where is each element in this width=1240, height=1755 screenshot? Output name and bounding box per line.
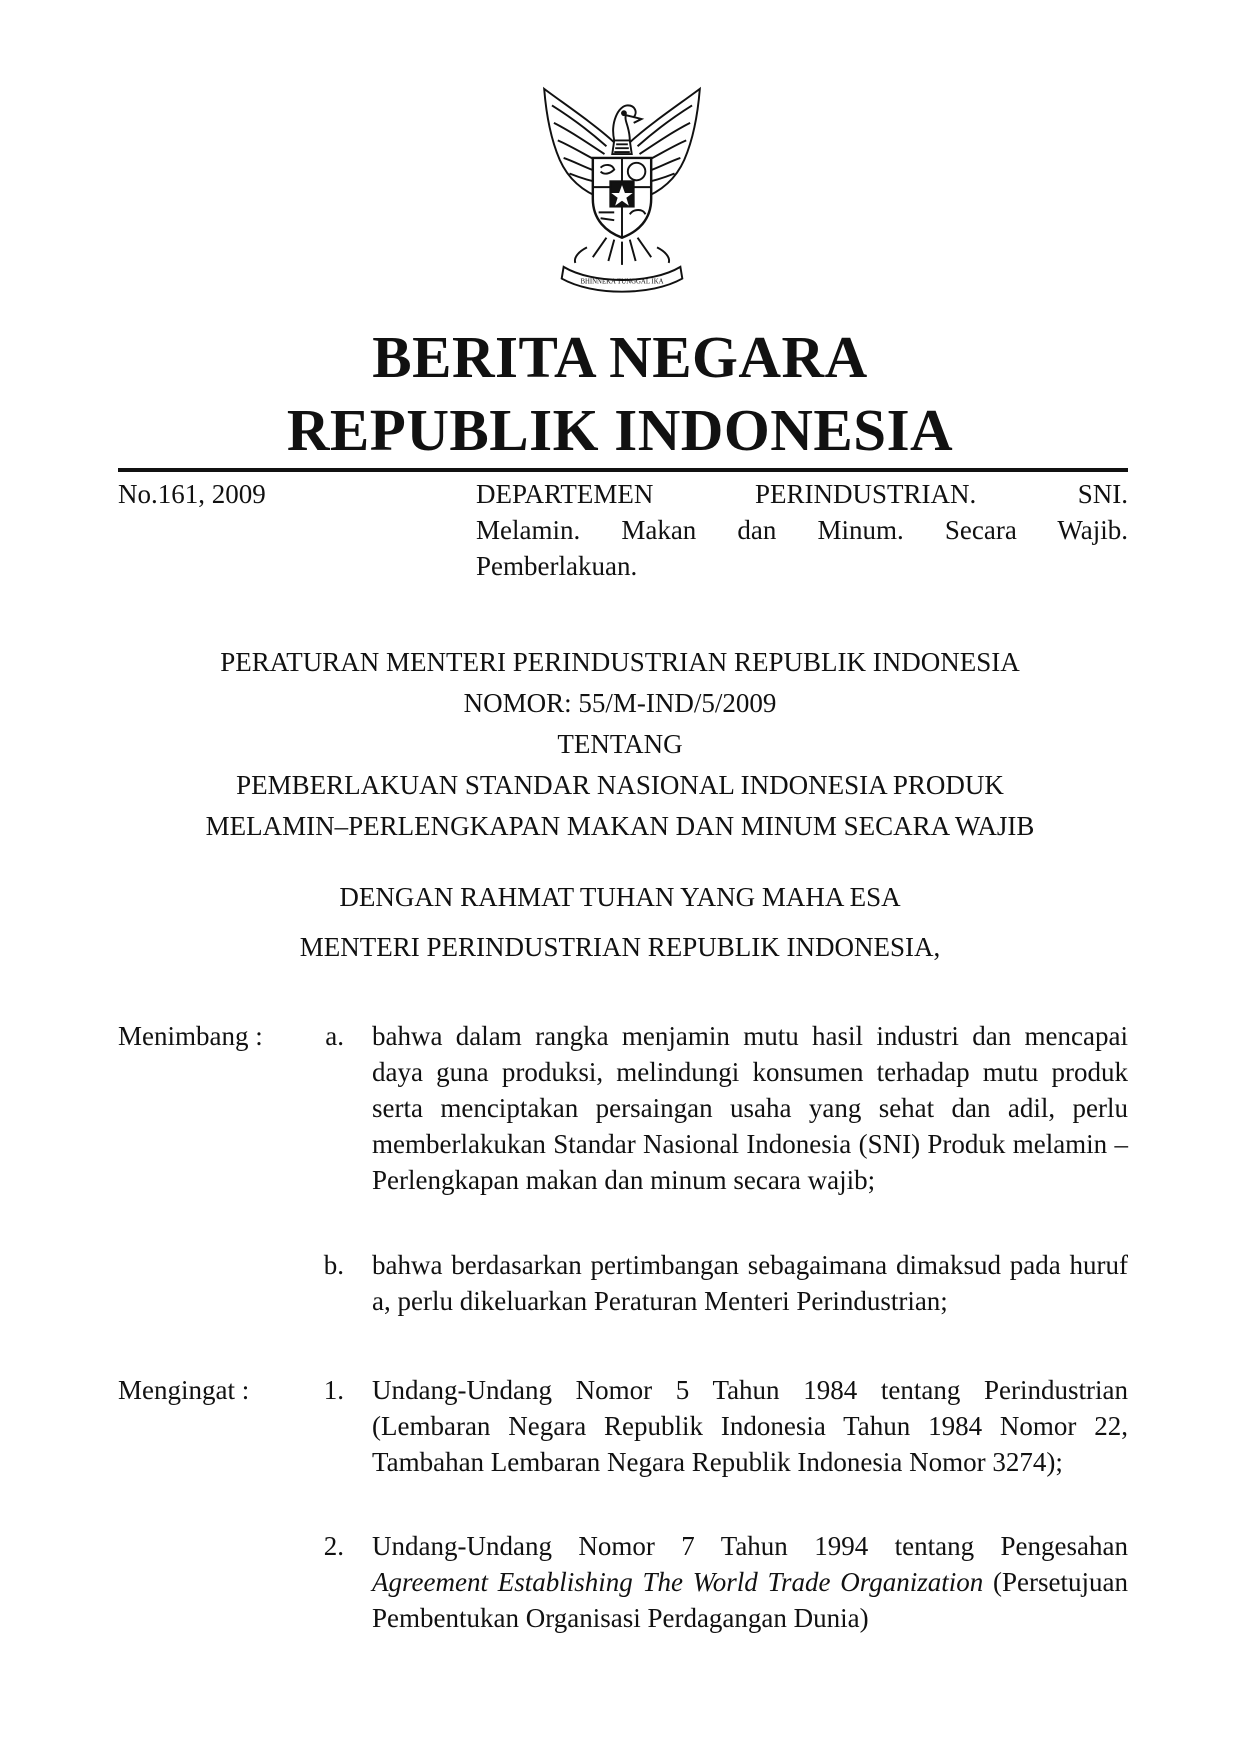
mengingat-item-text: Undang-Undang Nomor 5 Tahun 1984 tentang Perindustrian (Lembaran Negara Republik Indonesia Tahun 1984 Nomor 22, Tambahan Lembaran Negara Republik Indonesia Nomor 3274); <box>372 1375 1128 1477</box>
regulation-number: NOMOR: 55/M-IND/5/2009 <box>463 688 777 718</box>
svg-text:BHINNEKA TUNGGAL IKA: BHINNEKA TUNGGAL IKA <box>580 278 664 286</box>
mengingat-item-text <box>372 1528 1128 1636</box>
regulation-line1: PERATURAN MENTERI PERINDUSTRIAN REPUBLIK INDONESIA <box>220 647 1020 677</box>
garuda-emblem-logo <box>524 84 720 298</box>
issue-number: No.161, 2009 <box>118 479 266 509</box>
mengingat-label: Mengingat : <box>118 1375 250 1405</box>
page-title-line1: BERITA NEGARA <box>372 324 868 390</box>
mengingat-item-text-part: (Persetujuan Pembentukan Organisasi Perdagangan Dunia) <box>372 1567 1128 1633</box>
issue-description <box>476 476 1128 584</box>
mengingat-item-text-part: Undang-Undang Nomor 7 Tahun 1994 tentang Pengesahan <box>372 1531 1128 1561</box>
issue-description-line2: Melamin. Makan dan Minum. Secara Wajib. <box>476 515 1128 545</box>
page-title-line2: REPUBLIK INDONESIA <box>286 397 954 463</box>
menimbang-item-marker: b. <box>323 1250 344 1280</box>
regulation-heading <box>0 642 1240 847</box>
menimbang-item-text: bahwa berdasarkan pertimbangan sebagaimana dimaksud pada huruf a, perlu dikeluarkan Peraturan Menteri Perindustrian; <box>372 1250 1128 1316</box>
issue-description-line1: DEPARTEMEN PERINDUSTRIAN. SNI. <box>476 479 1128 509</box>
preamble <box>0 872 1240 972</box>
mengingat-item-marker: 2. <box>323 1531 344 1561</box>
mengingat-item-marker: 1. <box>323 1375 344 1405</box>
preamble-line2: MENTERI PERINDUSTRIAN REPUBLIK INDONESIA, <box>299 932 941 962</box>
menimbang-item-marker: a. <box>325 1021 344 1051</box>
issue-description-line3: Pemberlakuan. <box>476 551 638 581</box>
preamble-line1: DENGAN RAHMAT TUHAN YANG MAHA ESA <box>339 882 901 912</box>
regulation-subject-line2: MELAMIN–PERLENGKAPAN MAKAN DAN MINUM SECARA WAJIB <box>205 811 1035 841</box>
menimbang-label: Menimbang : <box>118 1021 263 1051</box>
menimbang-item-text: bahwa dalam rangka menjamin mutu hasil industri dan mencapai daya guna produksi, melindungi konsumen terhadap mutu produk serta menciptakan persaingan usaha yang sehat dan adil, perlu memberlakukan Standar Nasional Indonesia (SNI) Produk melamin – Perlengkapan makan dan minum secara wajib; <box>372 1021 1128 1195</box>
regulation-line3: TENTANG <box>557 729 683 759</box>
regulation-subject-line1: PEMBERLAKUAN STANDAR NASIONAL INDONESIA PRODUK <box>236 770 1004 800</box>
title-divider <box>118 468 1128 472</box>
mengingat-item-text-italic: Agreement Establishing The World Trade Organization <box>372 1567 984 1597</box>
